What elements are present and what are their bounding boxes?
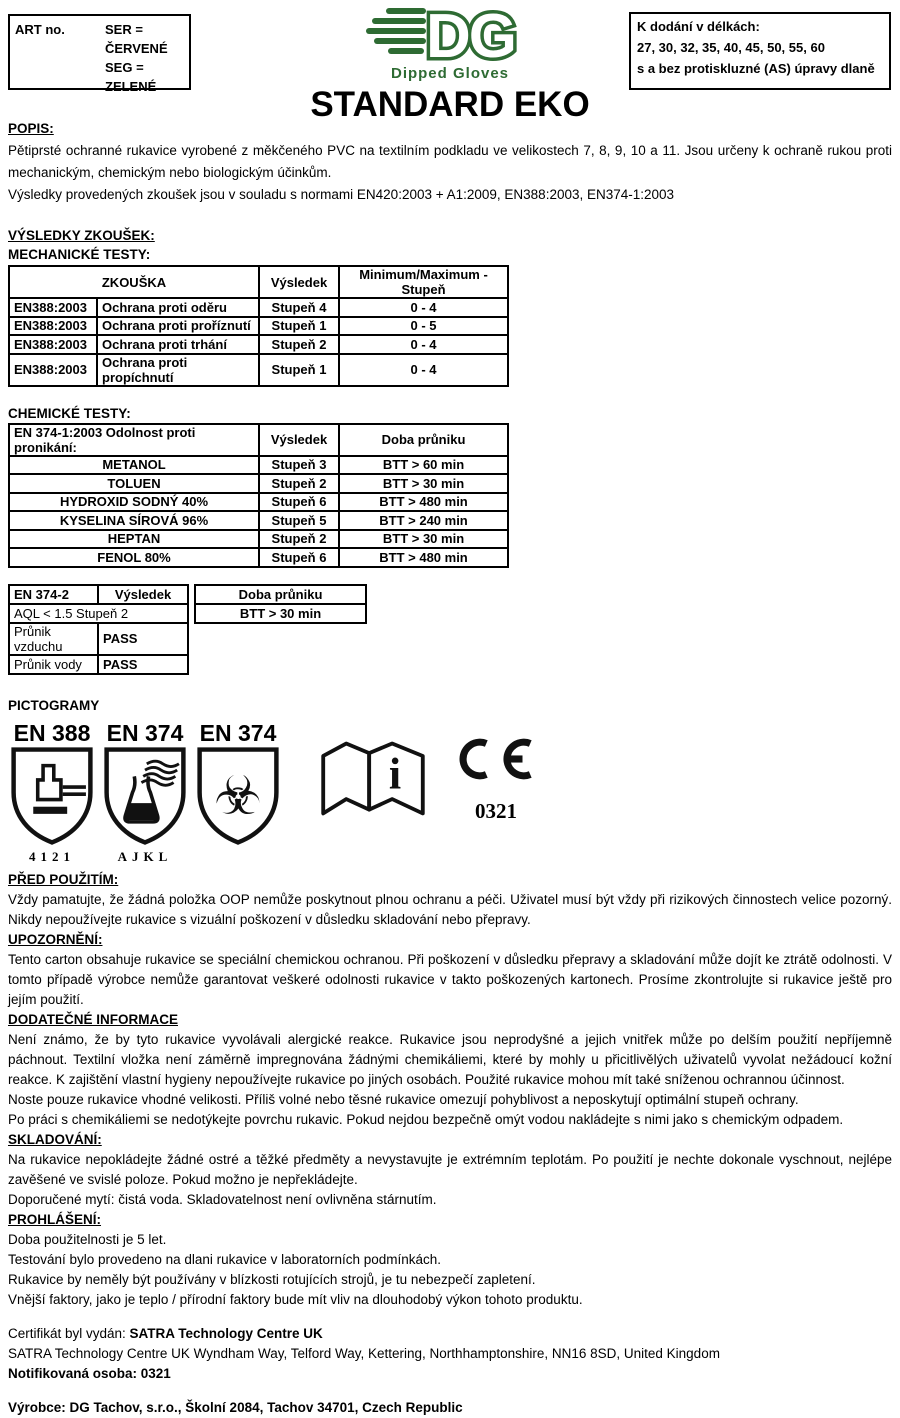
pictogram-en374-biohazard xyxy=(194,720,282,849)
en374-2-table-group xyxy=(8,584,892,675)
cell-result: Stupeň 5 xyxy=(259,511,339,530)
biohazard-shield-icon xyxy=(195,746,281,846)
cell-result: Stupeň 2 xyxy=(259,474,339,493)
table-row xyxy=(9,655,188,674)
pictogram-en374-chemical xyxy=(101,720,189,864)
col-header-vysledek: Výsledek xyxy=(259,424,339,456)
table-header-row xyxy=(9,424,508,456)
popis-paragraph-2: Výsledky provedených zkoušek jsou v souladu s normami EN420:2003 + A1:2009, EN388:2003, EN374-1:2003 xyxy=(8,187,675,202)
page-title: STANDARD EKO xyxy=(310,85,590,124)
cell-result: Stupeň 6 xyxy=(259,493,339,512)
cell-result: Stupeň 2 xyxy=(259,335,339,354)
pictogram-en388 xyxy=(8,720,96,864)
seg-code-label: SEG = ZELENÉ xyxy=(105,60,157,94)
cell-btt: BTT > 60 min xyxy=(339,456,508,475)
cell-chemical: METANOL xyxy=(9,456,259,475)
en374-2-doba-table xyxy=(194,584,367,624)
cell-pass: PASS xyxy=(98,623,188,655)
table-row xyxy=(9,623,188,655)
cell-norm: EN388:2003 xyxy=(9,317,97,336)
col-header-vysledek: Výsledek xyxy=(98,585,188,604)
prohlaseni-line-4: Vnější faktory, jako je teplo / přírodní faktory bude mít vliv na dlouhodobý výkon tohoto produktu. xyxy=(8,1291,583,1307)
table-row xyxy=(9,354,508,386)
cell-range: 0 - 4 xyxy=(339,354,508,386)
en374-2-table xyxy=(8,584,189,675)
col-header-norm: EN 374-2 xyxy=(9,585,98,604)
prohlaseni-line-2: Testování bylo provedeno na dlani rukavice v laboratorních podmínkách. xyxy=(8,1251,442,1267)
table-row xyxy=(9,493,508,512)
en388-performance-code: 4121 xyxy=(29,848,75,864)
section-heading-mechanicke-testy: MECHANICKÉ TESTY: xyxy=(8,247,151,262)
col-header-norm: EN 374-1:2003 Odolnost proti pronikání: xyxy=(9,424,259,456)
dodatecne-paragraph-3: Po práci s chemikáliemi se nedotýkejte povrchu rukavic. Pokud nejdou bezpečně omýt vodou nakládejte s nimi jako s chemickým odpadem. xyxy=(8,1111,844,1127)
col-header-doba: Doba průniku xyxy=(339,424,508,456)
en374-bio-label: EN 374 xyxy=(199,719,277,746)
delivery-line-2: 27, 30, 32, 35, 40, 45, 50, 55, 60 xyxy=(637,40,825,55)
cell-result: Stupeň 6 xyxy=(259,548,339,567)
en388-label: EN 388 xyxy=(13,719,91,746)
col-header-zkouska: ZKOUŠKA xyxy=(9,266,259,298)
table-row xyxy=(9,530,508,549)
svg-text:DG: DG xyxy=(426,2,515,71)
cell-pass: PASS xyxy=(98,655,188,674)
table-row xyxy=(9,317,508,336)
cell-test: Ochrana proti trhání xyxy=(97,335,259,354)
book-info-icon xyxy=(317,733,429,823)
cell-aql: AQL < 1.5 Stupeň 2 xyxy=(9,604,188,623)
mechanical-tests-table xyxy=(8,265,509,387)
popis-paragraph-1: Pětiprsté ochranné rukavice vyrobené z měkčeného PVC na textilním podkladu ve velikostech 7, 8, 9, 10 a 11. Jsou určeny k ochraně rukou proti mechanickým, chemickým nebo biologickým účinkům. xyxy=(8,143,892,180)
section-heading-pred-pouzitim: PŘED POUŽITÍM: xyxy=(8,871,119,887)
section-heading-skladovani: SKLADOVÁNÍ: xyxy=(8,1131,102,1147)
logo-subtitle: Dipped Gloves xyxy=(390,65,510,82)
cell-chemical: TOLUEN xyxy=(9,474,259,493)
cell-range: 0 - 4 xyxy=(339,298,508,317)
pictograms-row xyxy=(8,720,892,870)
skladovani-paragraph-2: Doporučené mytí: čistá voda. Skladovatelnost není ovlivněna stárnutím. xyxy=(8,1191,437,1207)
certificate-line xyxy=(8,1324,892,1344)
certificate-issuer: SATRA Technology Centre UK xyxy=(129,1325,323,1341)
cell-result: Stupeň 2 xyxy=(259,530,339,549)
cell-range: 0 - 4 xyxy=(339,335,508,354)
col-header-minmax: Minimum/Maximum - Stupeň xyxy=(339,266,508,298)
notified-person-line: Notifikovaná osoba: 0321 xyxy=(8,1365,171,1381)
chemical-flask-shield-icon xyxy=(102,746,188,846)
upozorneni-paragraph: Tento carton obsahuje rukavice se speciální chemickou ochranou. Při poškození v důsledku přepravy a skladování může dojít ke ztrátě odolnosti. V tomto případě výrobce nemůže garantovat veškeré odolnosti rukavice v takto poškozených kartonech. Prosíme zkontrolujte si rukavice ještě pro jejím použití. xyxy=(8,951,892,1007)
cell-range: 0 - 5 xyxy=(339,317,508,336)
cell-btt: BTT > 30 min xyxy=(195,604,366,623)
cell-chemical: FENOL 80% xyxy=(9,548,259,567)
certificate-label: Certifikát byl vydán: xyxy=(8,1325,130,1341)
skladovani-paragraph-1: Na rukavice nepokládejte žádné ostré a těžké předměty a nevystavujte je extrémním teplotám. Po použití je nechte dokonale vyschnout, nejlépe zavěšené ve svislé poloze. Pokud možno je nepřekládejte. xyxy=(8,1151,892,1187)
chemical-tests-table xyxy=(8,423,509,568)
cell-test: Ochrana proti oděru xyxy=(97,298,259,317)
table-header-row xyxy=(9,266,508,298)
section-heading-dodatecne-informace: DODATEČNÉ INFORMACE xyxy=(8,1011,178,1027)
table-row xyxy=(9,604,188,623)
section-heading-pictogramy: PICTOGRAMY xyxy=(8,697,100,713)
header-logo-block xyxy=(290,4,610,125)
delivery-line-1: K dodání v délkách: xyxy=(637,19,760,34)
cell-test: Ochrana proti propíchnutí xyxy=(97,354,259,386)
cell-result: Stupeň 1 xyxy=(259,354,339,386)
table-row xyxy=(9,335,508,354)
section-heading-chemicke-testy: CHEMICKÉ TESTY: xyxy=(8,405,131,421)
cell-test: Ochrana proti proříznutí xyxy=(97,317,259,336)
svg-text:☣: ☣ xyxy=(213,763,263,827)
cell-chemical: KYSELINA SÍROVÁ 96% xyxy=(9,511,259,530)
certificate-address: SATRA Technology Centre UK Wyndham Way, Telford Way, Kettering, Northhamptonshire, NN16 8SD, United Kingdom xyxy=(8,1345,720,1361)
cell-result: Stupeň 1 xyxy=(259,317,339,336)
cell-btt: BTT > 240 min xyxy=(339,511,508,530)
prohlaseni-line-3: Rukavice by neměly být používány v blízkosti rotujících strojů, je tu nebezpečí zapletení. xyxy=(8,1271,536,1287)
read-instructions-pictogram xyxy=(317,733,429,826)
table-row xyxy=(9,298,508,317)
table-row xyxy=(9,456,508,475)
ce-marking xyxy=(451,736,541,824)
cell-label: Průnik vody xyxy=(9,655,98,674)
cell-btt: BTT > 480 min xyxy=(339,548,508,567)
cell-chemical: HYDROXID SODNÝ 40% xyxy=(9,493,259,512)
cell-result: Stupeň 4 xyxy=(259,298,339,317)
col-header-doba: Doba průniku xyxy=(195,585,366,604)
section-heading-popis: POPIS: xyxy=(8,121,54,136)
cell-norm: EN388:2003 xyxy=(9,354,97,386)
table-row xyxy=(9,474,508,493)
table-header-row xyxy=(195,585,366,604)
dodatecne-paragraph-1: Není známo, že by tyto rukavice vyvolávali alergické reakce. Rukavice jsou neprodyšné a jejich vnitřek může po delším použití nepříjemně páchnout. Textilní vložka není záměrně impregnována žádnými chemikáliemi, které by mohly u přicitlivělých uživatelů vyvolat nežádoucí kožní reakce. K zajištění vlastní hygieny nepoužívejte rukavice po jiných osobách. Použité rukavice mohou mít také sníženou ochrannou účinnost. xyxy=(8,1031,892,1087)
table-row xyxy=(195,604,366,623)
svg-text:i: i xyxy=(388,749,402,799)
cell-btt: BTT > 30 min xyxy=(339,530,508,549)
dodatecne-paragraph-2: Noste pouze rukavice vhodné velikosti. Příliš volné nebo těsné rukavice omezují pohyblivost a neposkytují optimální stupeň ochrany. xyxy=(8,1091,799,1107)
art-number-box xyxy=(8,14,191,94)
cell-chemical: HEPTAN xyxy=(9,530,259,549)
table-header-row xyxy=(9,585,188,604)
en374-permeation-code: AJKL xyxy=(117,848,173,864)
art-no-label: ART no. xyxy=(15,22,65,37)
table-row xyxy=(9,548,508,567)
en374-flask-label: EN 374 xyxy=(106,719,184,746)
cell-btt: BTT > 480 min xyxy=(339,493,508,512)
dg-logo-icon xyxy=(364,2,536,71)
col-header-vysledek: Výsledek xyxy=(259,266,339,298)
en388-abrasion-shield-icon xyxy=(9,746,95,846)
table-row xyxy=(9,511,508,530)
cell-norm: EN388:2003 xyxy=(9,298,97,317)
manufacturer-line: Výrobce: DG Tachov, s.r.o., Školní 2084, Tachov 34701, Czech Republic xyxy=(8,1399,463,1415)
delivery-line-3: s a bez protiskluzné (AS) úpravy dlaně xyxy=(637,61,875,76)
section-heading-upozorneni: UPOZORNĚNÍ: xyxy=(8,931,103,947)
pred-pouzitim-paragraph: Vždy pamatujte, že žádná položka OOP nemůže poskytnout plnou ochranu a péči. Uživatel musí být vždy při rizikových činnostech velice pozorný. Nikdy nepoužívejte rukavice s vizuální poškození v důsledku skladování nebo přepravy. xyxy=(8,891,892,927)
ce-mark-icon xyxy=(454,736,538,782)
certificate-block xyxy=(8,1324,892,1384)
section-heading-prohlaseni: PROHLÁŠENÍ: xyxy=(8,1211,102,1227)
cell-btt: BTT > 30 min xyxy=(339,474,508,493)
cell-result: Stupeň 3 xyxy=(259,456,339,475)
cell-norm: EN388:2003 xyxy=(9,335,97,354)
notified-body-number: 0321 xyxy=(475,798,517,823)
section-heading-vysledky: VÝSLEDKY ZKOUŠEK: xyxy=(8,228,155,243)
ser-code-label: SER = ČERVENÉ xyxy=(105,22,168,56)
prohlaseni-line-1: Doba použitelnosti je 5 let. xyxy=(8,1231,167,1247)
delivery-lengths-box xyxy=(629,12,891,90)
cell-label: Průnik vzduchu xyxy=(9,623,98,655)
